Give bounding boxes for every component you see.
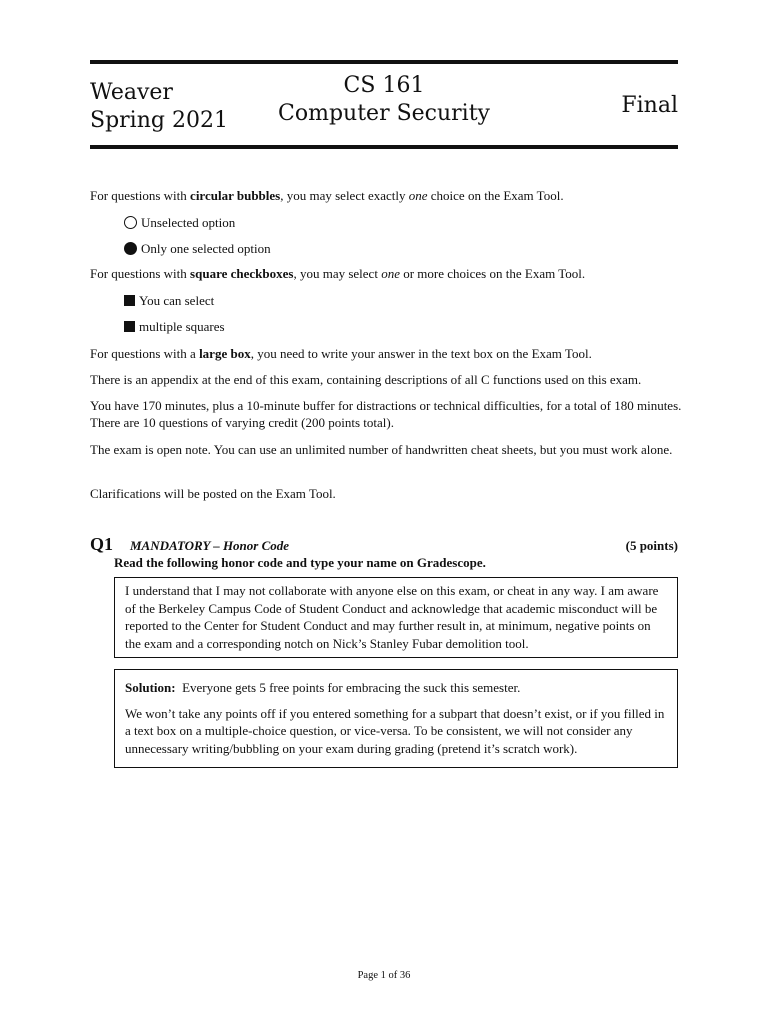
solution-box [114, 669, 678, 768]
checkbox-example-2 [124, 318, 225, 335]
selected-bubble-example [124, 240, 271, 257]
checkbox-example-label-2: multiple squares [139, 319, 225, 334]
course-number: CS 161 [343, 73, 425, 98]
question-points: (5 points) [625, 538, 678, 553]
selected-bubble-label: Only one selected option [141, 241, 271, 256]
header-left [90, 79, 228, 135]
question-label: Q1 [90, 534, 114, 554]
solution-text: Everyone gets 5 free points for embracing the suck this semester. [182, 680, 521, 695]
term: Spring 2021 [90, 108, 228, 133]
large-box-instruction: For questions with a large box, you need to write your answer in the text box on the Exam Tool. [90, 346, 592, 361]
course-title: Computer Security [278, 101, 490, 126]
filled-circle-icon [124, 242, 137, 255]
exam-type: Final [621, 93, 678, 118]
header-center [250, 72, 518, 128]
honor-code-box [114, 577, 678, 658]
unselected-bubble-example [124, 214, 235, 231]
checkbox-instruction: For questions with square checkboxes, you may select one or more choices on the Exam Tool. [90, 266, 586, 281]
solution-note: We won’t take any points off if you entered something for a subpart that doesn’t exist, or if you filled in a text box on a multiple-choice question, or vice-versa. To be consistent, we will not consider any unnecessary writing/bubbling on your exam during grading (pretend it’s scratch work). [125, 705, 665, 756]
checkbox-example-1 [124, 292, 214, 309]
header-bottom-rule [90, 145, 678, 149]
header-top-rule [90, 60, 678, 64]
solution-label: Solution: [125, 680, 176, 695]
appendix-note: There is an appendix at the end of this exam, containing descriptions of all C functions used on this exam. [90, 372, 642, 387]
question-title: MANDATORY – Honor Code [130, 538, 290, 553]
unselected-bubble-label: Unselected option [141, 215, 236, 230]
instructor-name: Weaver [90, 80, 173, 105]
filled-square-icon [124, 321, 135, 332]
filled-square-icon [124, 295, 135, 306]
bubbles-instruction: For questions with circular bubbles, you may select exactly one choice on the Exam Tool. [90, 188, 564, 203]
page-number: Page 1 of 36 [357, 970, 411, 981]
time-note: You have 170 minutes, plus a 10-minute buffer for distractions or technical difficulties, for a total of 180 minutes. There are 10 questions of varying credit (200 points total). [90, 398, 682, 430]
checkbox-example-label-1: You can select [139, 293, 215, 308]
honor-code-text: I understand that I may not collaborate with anyone else on this exam, or cheat in any way. I am aware of the Berkeley Campus Code of Student Conduct and acknowledge that academic misconduct will be reported to the Center for Student Conduct and may further result in, at minimum, negative points on the exam and a corresponding notch on Nick’s Stanley Fubar demolition tool. [125, 583, 659, 651]
open-note-policy: The exam is open note. You can use an unlimited number of handwritten cheat sheets, but you must work alone. [90, 442, 673, 457]
solution-paragraph [125, 679, 667, 697]
question-instruction: Read the following honor code and type your name on Gradescope. [114, 555, 486, 570]
clarifications-note: Clarifications will be posted on the Exam Tool. [90, 486, 336, 501]
empty-circle-icon [124, 216, 137, 229]
